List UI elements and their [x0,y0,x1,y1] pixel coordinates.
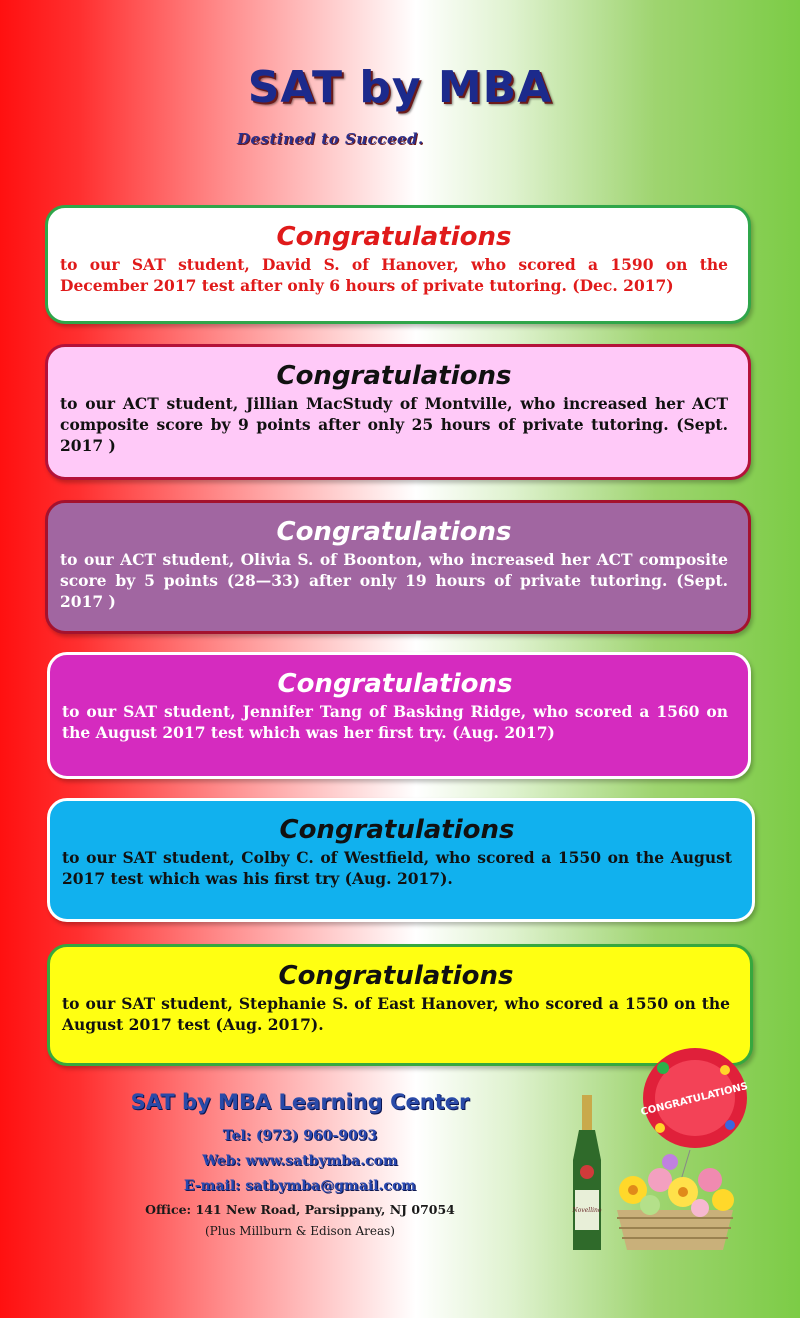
congrats-card-1 [45,205,751,324]
congratulations-gift-image [555,1040,755,1260]
page-title: SAT by MBA [247,62,553,113]
footer-service-areas: (Plus Millburn & Edison Areas) [205,1224,395,1238]
footer-email[interactable]: E-mail: satbymba@gmail.com [183,1178,417,1194]
congrats-card-2 [45,344,751,480]
card-heading: Congratulations [277,669,513,699]
balloon-text: CONGRATULATIONS [639,1080,750,1119]
card-text: to our SAT student, Stephanie S. of East Hanover, who scored a 1550 on the August 2017 test (Aug. 2017). [62,994,730,1034]
flower-basket-icon [617,1154,734,1250]
champagne-bottle-icon [571,1095,601,1250]
card-heading: Congratulations [276,222,512,252]
card-heading: Congratulations [276,361,512,391]
card-heading: Congratulations [278,961,514,991]
card-text: to our SAT student, Colby C. of Westfield, who scored a 1550 on the August 2017 test which was his first try (Aug. 2017). [62,848,732,888]
bottle-label: Novellino [572,1207,602,1214]
footer-website[interactable]: Web: www.satbymba.com [202,1153,398,1169]
card-text: to our SAT student, David S. of Hanover, who scored a 1590 on the December 2017 test after only 6 hours of private tutoring. (Dec. 2017) [60,255,728,295]
footer-title: SAT by MBA Learning Center [130,1090,470,1114]
congrats-card-5 [47,798,755,922]
footer-phone[interactable]: Tel: (973) 960-9093 [222,1128,378,1144]
congrats-card-4 [47,652,751,779]
card-text: to our SAT student, Jennifer Tang of Basking Ridge, who scored a 1560 on the August 2017 test which was her first try. (Aug. 2017) [62,702,728,742]
card-heading: Congratulations [276,517,512,547]
card-heading: Congratulations [279,815,515,845]
tagline: Destined to Succeed. [237,130,424,148]
card-text: to our ACT student, Olivia S. of Boonton, who increased her ACT composite score by 5 points (28—33) after only 19 hours of private tutoring. (Sept. 2017 ) [60,550,728,611]
card-text: to our ACT student, Jillian MacStudy of Montville, who increased her ACT composite score by 9 points after only 25 hours of private tutoring. (Sept. 2017 ) [60,394,728,455]
congrats-card-3 [45,500,751,634]
brand-header [0,62,800,113]
footer-office-address: Office: 141 New Road, Parsippany, NJ 07054 [145,1202,455,1217]
